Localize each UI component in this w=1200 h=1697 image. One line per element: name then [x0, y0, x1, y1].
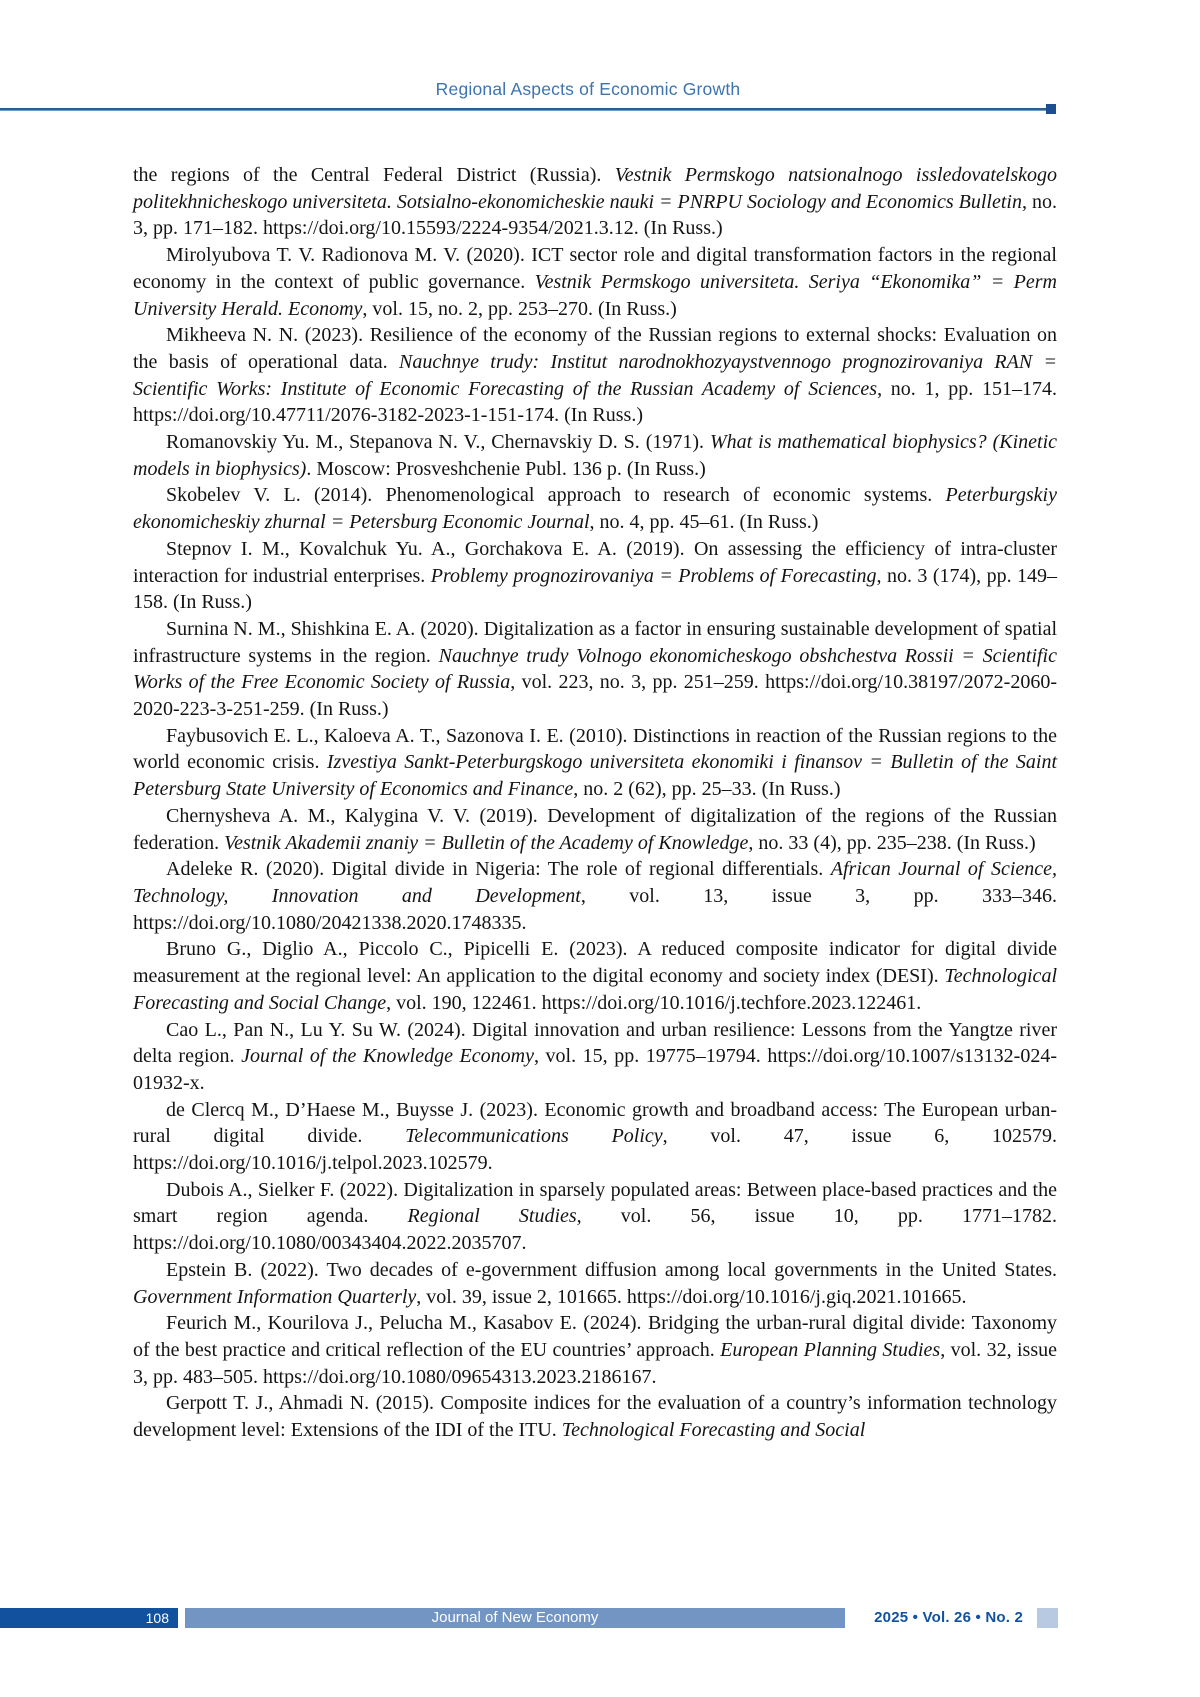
reference-text: , no. 1, pp. 151–174. https://doi.org/10.47711/2076-3182-2023-1-151-174. (In Russ.): [133, 377, 1057, 427]
reference-text: , vol. 15, no. 2, pp. 253–270. (In Russ.): [362, 297, 677, 320]
reference-item: [133, 242, 1057, 322]
reference-text: , vol. 223, no. 3, pp. 251–259. https://doi.org/10.38197/2072-2060-2020-223-3-251-259. (In Russ.): [133, 671, 1057, 721]
reference-text: Stepnov I. M., Kovalchuk Yu. A., Gorchakova E. A. (2019). On assessing the efficiency of intra-cluster interaction for industrial enterprises.: [133, 537, 1057, 587]
journal-name: Journal of New Economy: [431, 1609, 599, 1626]
reference-text: , no. 33 (4), pp. 235–238. (In Russ.): [748, 831, 1036, 854]
reference-item: [133, 936, 1057, 1016]
header-rule: [0, 108, 1050, 111]
page-number-bar: [0, 1608, 178, 1628]
reference-source-italic: Izvestiya Sankt-Peterburgskogo universiteta ekonomiki i finansov = Bulletin of the Saint Petersburg State University of Economics and Finance: [133, 751, 1058, 801]
reference-source-italic: What is mathematical biophysics? (Kinetic models in biophysics): [133, 431, 1058, 480]
reference-source-italic: African Journal of Science, Technology, Innovation and Development: [133, 858, 1058, 907]
reference-text: Dubois A., Sielker F. (2022). Digitalization in sparsely populated areas: Between place-based practices and the smart region agenda.: [133, 1178, 1057, 1228]
reference-text: Adeleke R. (2020). Digital divide in Nigeria: The role of regional differentials.: [166, 858, 831, 881]
journal-name-bar: [185, 1608, 845, 1628]
reference-text: Mikheeva N. N. (2023). Resilience of the economy of the Russian regions to external shocks: Evaluation on the basis of operational data.: [133, 324, 1057, 373]
reference-item: [133, 1097, 1057, 1177]
reference-text: , vol. 39, issue 2, 101665. https://doi.org/10.1016/j.giq.2021.101665.: [416, 1285, 967, 1308]
reference-source-italic: Technological Forecasting and Social Change: [133, 965, 1057, 1014]
reference-text: , vol. 32, issue 3, pp. 483–505. https://doi.org/10.1080/09654313.2023.2186167.: [133, 1338, 1058, 1388]
reference-item: [133, 429, 1057, 482]
reference-source-italic: Vestnik Permskogo natsionalnogo issledovatelskogo politekhnicheskogo universiteta. Sotsialno-ekonomicheskie nauki = PNRPU Sociology and Economics Bulletin: [133, 164, 1057, 213]
reference-item: [133, 162, 1057, 242]
reference-source-italic: Peterburgskiy ekonomicheskiy zhurnal = Petersburg Economic Journal: [133, 484, 1057, 534]
reference-text: Chernysheva A. M., Kalygina V. V. (2019). Development of digitalization of the regions of the Russian federation.: [133, 804, 1057, 854]
reference-source-italic: Technological Forecasting and Social: [561, 1419, 866, 1442]
reference-source-italic: Vestnik Permskogo universiteta. Seriya “Ekonomika” = Perm University Herald. Economy: [133, 270, 1057, 320]
reference-text: , no. 3 (174), pp. 149–158. (In Russ.): [133, 564, 1058, 614]
reference-text: . Moscow: Prosveshchenie Publ. 136 p. (In Russ.): [306, 457, 706, 480]
reference-text: , vol. 56, issue 10, pp. 1771–1782. https://doi.org/10.1080/00343404.2022.2035707.: [133, 1205, 1057, 1255]
running-head-title: Regional Aspects of Economic Growth: [435, 79, 741, 99]
reference-source-italic: Nauchnye trudy Volnogo ekonomicheskogo obshchestva Rossii = Scientific Works of the Free Economic Society of Russia: [133, 644, 1057, 694]
reference-source-italic: Telecommunications Policy: [405, 1125, 663, 1148]
reference-source-italic: Nauchnye trudy: Institut narodnokhozyaystvennogo prognozirovaniya RAN = Scientific Works: Institute of Economic Forecasting of the Russian Academy of Sciences: [133, 350, 1057, 400]
reference-item: [133, 723, 1057, 803]
reference-source-italic: Problemy prognozirovaniya = Problems of Forecasting: [430, 564, 877, 587]
reference-text: Cao L., Pan N., Lu Y. Su W. (2024). Digital innovation and urban resilience: Lessons from the Yangtze river delta region.: [133, 1018, 1057, 1068]
reference-text: de Clercq M., D’Haese M., Buysse J. (2023). Economic growth and broadband access: The European urban-rural digital divide.: [133, 1098, 1057, 1148]
reference-text: Bruno G., Diglio A., Piccolo C., Pipicelli E. (2023). A reduced composite indicator for digital divide measurement at the regional level: An application to the digital economy and society index (DESI).: [133, 938, 1057, 988]
reference-source-italic: European Planning Studies: [720, 1338, 941, 1361]
references-list: [133, 162, 1057, 1444]
reference-source-italic: Government Information Quarterly: [133, 1285, 417, 1308]
reference-item: [133, 1310, 1057, 1390]
reference-item: [133, 803, 1057, 856]
reference-item: [133, 536, 1057, 616]
reference-text: , vol. 13, issue 3, pp. 333–346. https://doi.org/10.1080/20421338.2020.1748335.: [133, 884, 1058, 934]
reference-text: , no. 4, pp. 45–61. (In Russ.): [589, 511, 819, 534]
reference-text: Mirolyubova T. V. Radionova M. V. (2020). ICT sector role and digital transformation factors in the regional economy in the context of public governance.: [133, 244, 1057, 293]
reference-text: , vol. 15, pp. 19775–19794. https://doi.org/10.1007/s13132-024-01932-x.: [133, 1045, 1057, 1094]
reference-text: Epstein B. (2022). Two decades of e-government diffusion among local governments in the United States.: [166, 1258, 1057, 1281]
reference-item: [133, 1390, 1057, 1443]
issue-info: 2025 • Vol. 26 • No. 2: [874, 1609, 1023, 1626]
reference-source-italic: Journal of the Knowledge Economy: [241, 1045, 534, 1068]
reference-text: , no. 3, pp. 171–182. https://doi.org/10.15593/2224-9354/2021.3.12. (In Russ.): [133, 190, 1057, 240]
reference-text: the regions of the Central Federal District (Russia).: [133, 164, 615, 186]
footer-end-square: [1037, 1608, 1058, 1628]
reference-source-italic: Vestnik Akademii znaniy = Bulletin of the Academy of Knowledge: [224, 831, 749, 854]
reference-text: Skobelev V. L. (2014). Phenomenological approach to research of economic systems.: [166, 484, 946, 507]
reference-item: [133, 616, 1057, 723]
reference-item: [133, 1017, 1057, 1097]
reference-item: [133, 1257, 1057, 1310]
reference-text: Feurich M., Kourilova J., Pelucha M., Kasabov E. (2024). Bridging the urban-rural digital divide: Taxonomy of the best practice and critical reflection of the EU countries’ approach.: [133, 1312, 1057, 1361]
reference-text: Surnina N. M., Shishkina E. A. (2020). Digitalization as a factor in ensuring sustainable development of spatial infrastructure systems in the region.: [133, 617, 1057, 667]
reference-text: Faybusovich E. L., Kaloeva A. T., Sazonova I. E. (2010). Distinctions in reaction of the Russian regions to the world economic crisis.: [133, 724, 1057, 774]
reference-text: , vol. 190, 122461. https://doi.org/10.1016/j.techfore.2023.122461.: [386, 991, 922, 1014]
reference-item: [133, 322, 1057, 429]
reference-text: , no. 2 (62), pp. 25–33. (In Russ.): [573, 778, 841, 801]
reference-text: Romanovskiy Yu. M., Stepanova N. V., Chernavskiy D. S. (1971).: [166, 431, 710, 454]
reference-source-italic: Regional Studies: [407, 1205, 577, 1228]
reference-text: Gerpott T. J., Ahmadi N. (2015). Composite indices for the evaluation of a country’s information technology development level: Extensions of the IDI of the ITU.: [133, 1392, 1057, 1442]
header-rule-end-square: [1046, 104, 1056, 114]
page-number: 108: [145, 1610, 169, 1626]
reference-item: [133, 1177, 1057, 1257]
reference-item: [133, 856, 1057, 936]
reference-item: [133, 482, 1057, 535]
reference-text: , vol. 47, issue 6, 102579. https://doi.org/10.1016/j.telpol.2023.102579.: [133, 1125, 1057, 1175]
